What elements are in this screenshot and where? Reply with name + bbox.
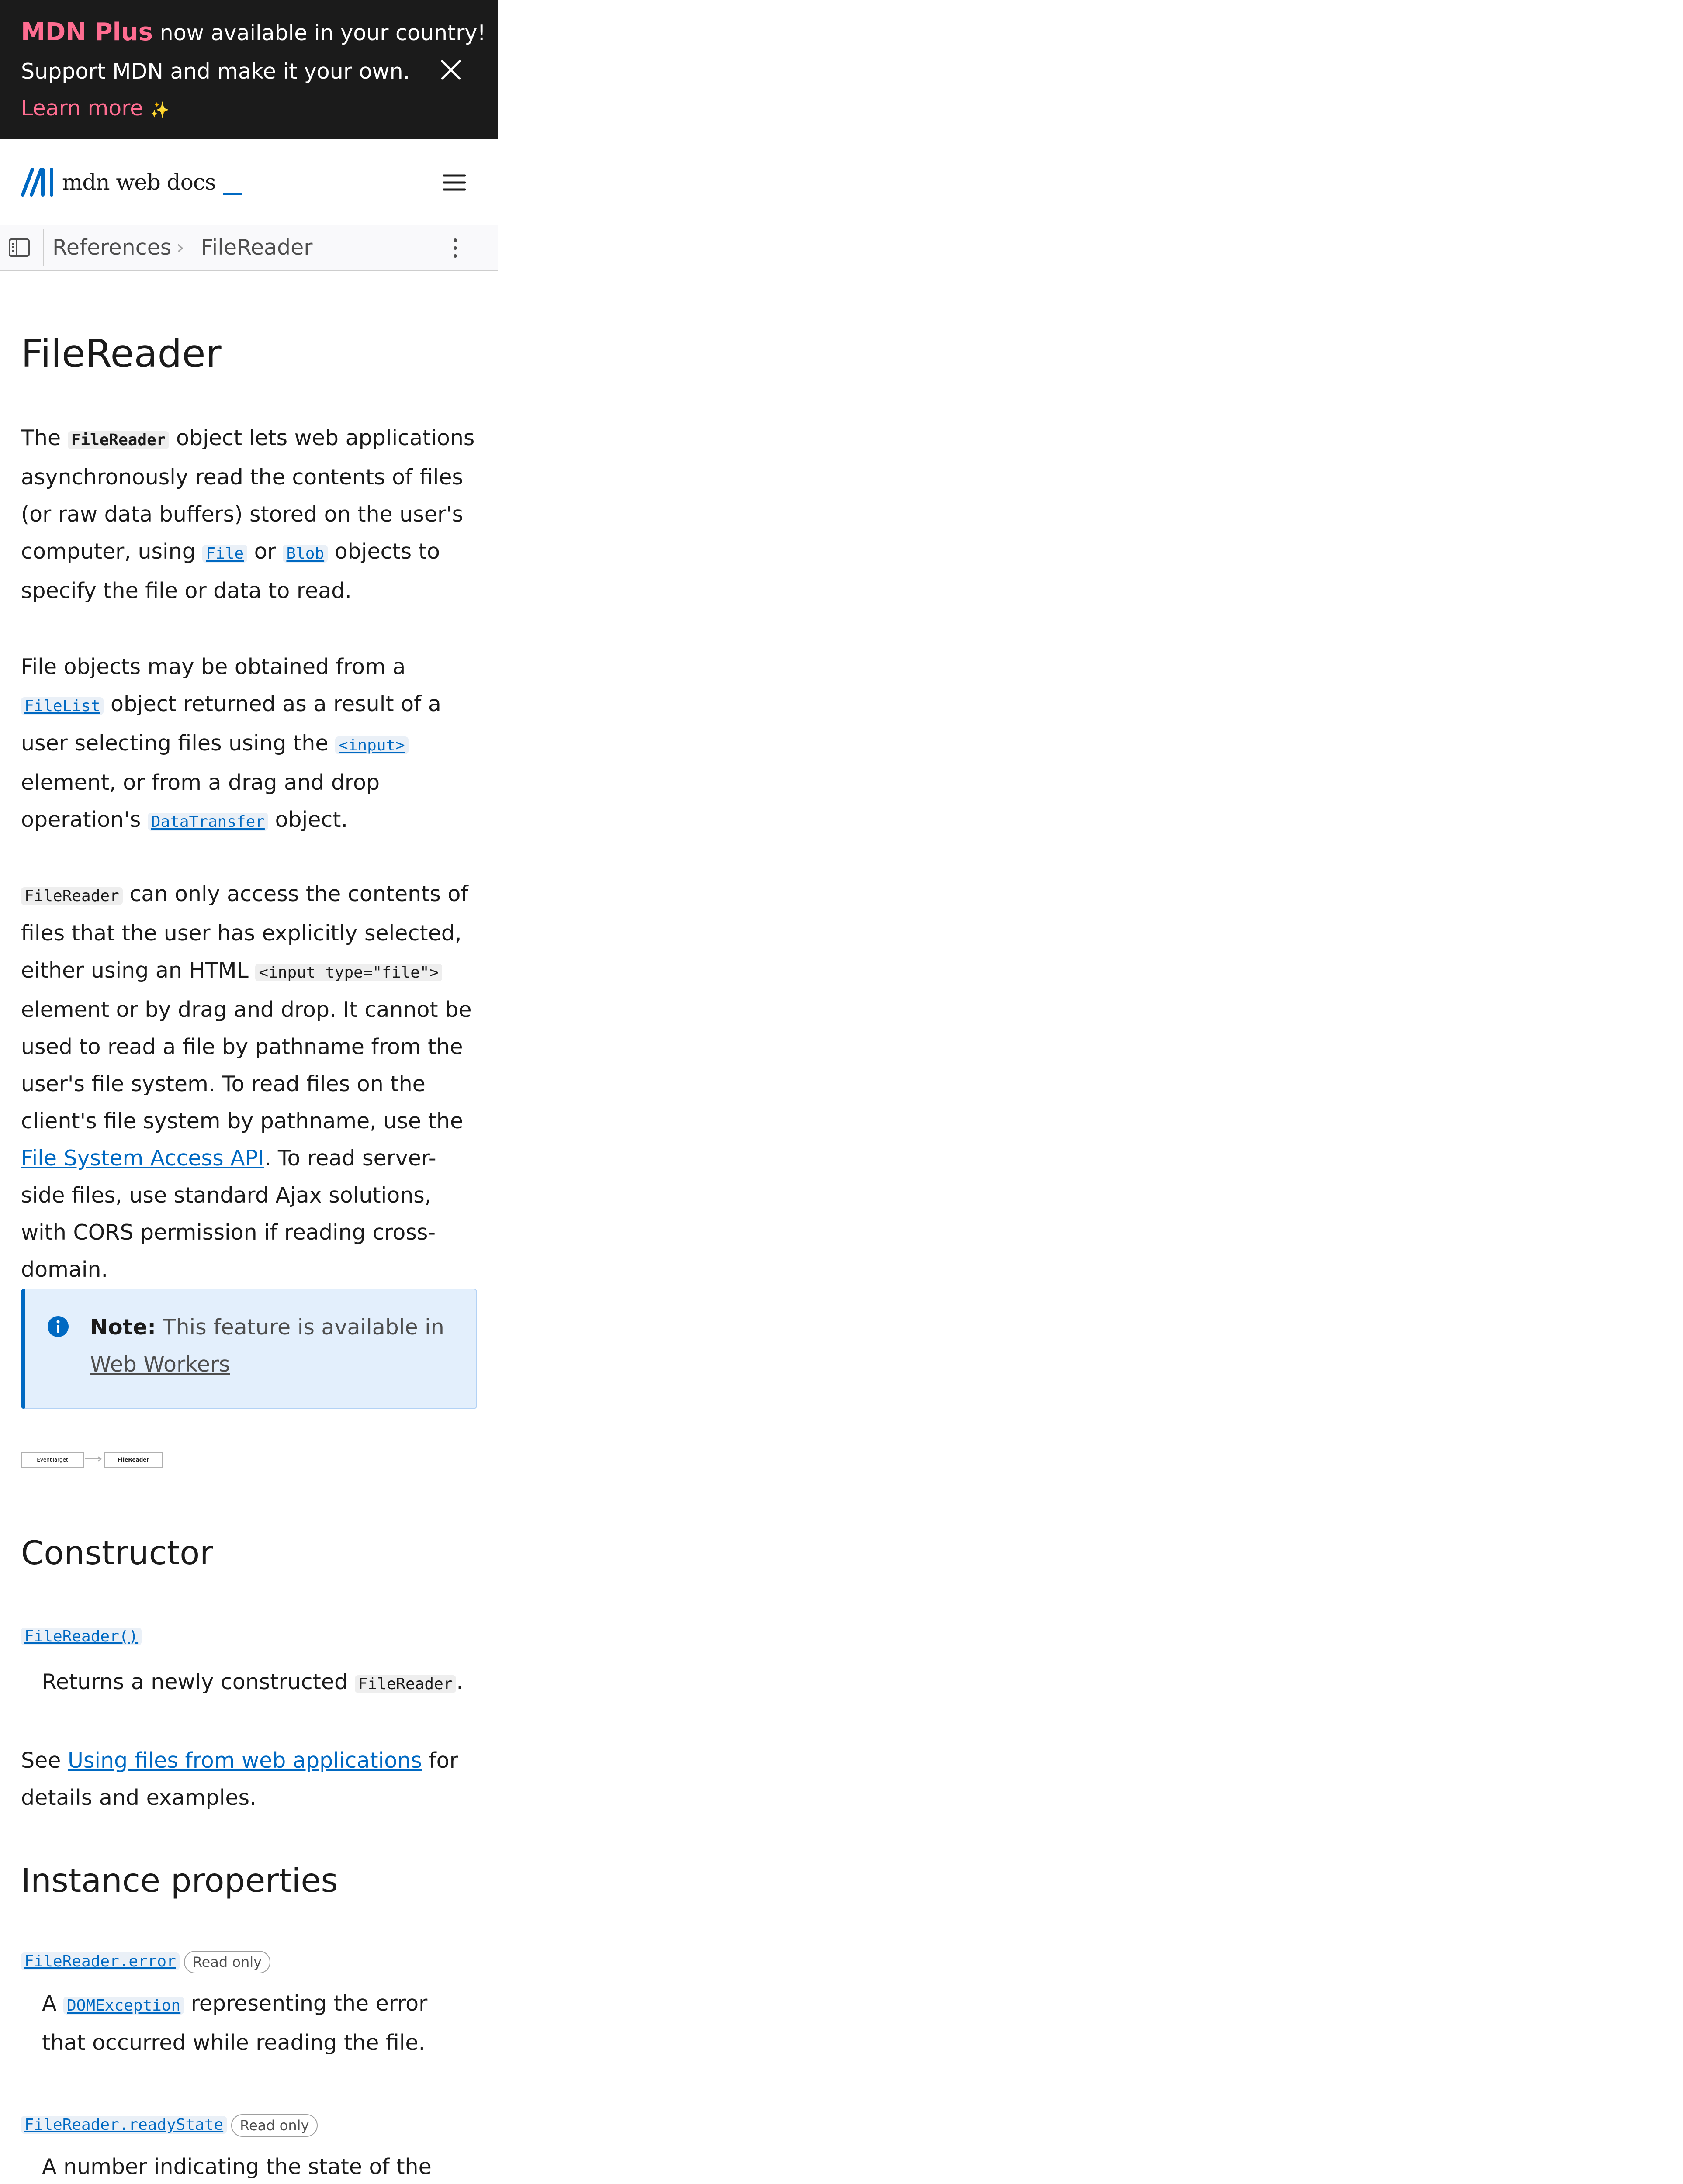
text: objects to specify the file or data to read. — [21, 539, 440, 603]
intro-paragraph — [21, 419, 477, 609]
datatransfer-link-code: DataTransfer — [148, 813, 268, 831]
info-icon — [46, 1315, 70, 1338]
banner-line-1-text: now available in your country! — [153, 21, 486, 45]
arrow-icon — [84, 1455, 104, 1462]
note-callout — [21, 1289, 477, 1409]
file-system-access-api-link[interactable]: File System Access API — [21, 1146, 264, 1171]
text: See — [21, 1748, 68, 1773]
input-element-link[interactable] — [335, 731, 409, 756]
text: object returned as a result of a user selecting files using the — [21, 691, 441, 756]
inline-code: FileReader — [68, 431, 170, 449]
file-link[interactable] — [202, 539, 247, 564]
constructor-code: FileReader() — [21, 1628, 142, 1645]
property-code: FileReader.readyState — [21, 2116, 227, 2134]
file-link-code: File — [202, 545, 247, 563]
text: File objects may be obtained from a — [21, 654, 406, 679]
sidebar-toggle-icon[interactable] — [9, 238, 30, 257]
constructor-term — [21, 1621, 142, 1652]
instance-properties-heading: Instance properties — [21, 1861, 338, 1900]
logo-wordmark: mdn web docs — [62, 169, 216, 195]
inline-code: <input type="file"> — [255, 964, 442, 981]
inheritance-diagram — [21, 1449, 165, 1470]
chevron-right-icon: › — [177, 236, 184, 259]
text: A number indicating the state of the — [42, 2154, 432, 2179]
breadcrumb-references[interactable]: References — [52, 235, 172, 260]
breadcrumb-bar — [0, 225, 498, 271]
text: object lets web applications asynchronously read the contents of files (or raw data buffers) stored on the user's computer, using — [21, 425, 475, 564]
read-only-badge: Read only — [184, 1951, 270, 1973]
diagram-eventtarget[interactable]: EventTarget — [21, 1452, 84, 1468]
access-paragraph — [21, 875, 477, 1288]
text: This feature is available in — [156, 1315, 444, 1340]
learn-more-label: Learn more — [21, 96, 143, 121]
readystate-property-term — [21, 2110, 318, 2140]
text: object. — [268, 807, 348, 832]
text: representing the error that occurred while reading the file. — [42, 1991, 428, 2055]
close-icon[interactable] — [437, 56, 465, 84]
text: element, or from a drag and drop operation's — [21, 770, 380, 832]
text: can only access the contents of files that the user has explicitly selected, either using an HTML — [21, 881, 468, 983]
mdn-logo-icon — [21, 167, 54, 197]
note-label: Note: — [90, 1315, 156, 1340]
web-workers-link[interactable]: Web Workers — [90, 1352, 230, 1377]
error-property-term — [21, 1946, 270, 1977]
text: . — [456, 1669, 463, 1694]
text: for details and examples. — [21, 1748, 458, 1810]
sparkle-icon: ✨ — [150, 101, 170, 119]
read-only-badge: Read only — [231, 2114, 318, 2137]
readystate-property-description — [42, 2148, 477, 2184]
domexception-link[interactable] — [63, 1991, 184, 2016]
learn-more-link[interactable] — [21, 89, 170, 130]
datatransfer-link[interactable] — [148, 807, 268, 832]
text: The — [21, 425, 68, 450]
using-files-link[interactable]: Using files from web applications — [67, 1748, 422, 1773]
site-header — [0, 139, 498, 225]
property-code: FileReader.error — [21, 1952, 180, 1970]
constructor-description — [42, 1663, 477, 1703]
filelist-link-code: FileList — [21, 697, 104, 715]
error-property-link[interactable] — [21, 1952, 180, 1970]
filereader-constructor-link[interactable] — [21, 1628, 142, 1645]
breadcrumb-filereader[interactable]: FileReader — [201, 235, 313, 260]
page-title: FileReader — [21, 331, 222, 376]
logo-cursor — [223, 193, 242, 195]
filelist-link[interactable] — [21, 691, 104, 716]
error-property-description — [42, 1985, 477, 2061]
diagram-filereader[interactable]: FileReader — [104, 1452, 163, 1468]
text: element or by drag and drop. It cannot be used to read a file by pathname from the user's file system. To read files on the client's file system by pathname, use the — [21, 997, 472, 1133]
banner-line-2: Support MDN and make it your own. — [21, 59, 410, 84]
inline-code: FileReader — [355, 1675, 457, 1693]
banner-line-1 — [21, 13, 486, 52]
hamburger-menu-icon[interactable] — [443, 174, 466, 191]
promo-banner — [0, 0, 498, 139]
note-text — [90, 1309, 466, 1383]
readystate-property-link[interactable] — [21, 2116, 227, 2134]
filelist-paragraph — [21, 648, 477, 840]
blob-link-code: Blob — [283, 545, 328, 563]
domexception-code: DOMException — [63, 1997, 184, 2015]
see-also-paragraph — [21, 1742, 477, 1816]
banner-brand: MDN Plus — [21, 18, 153, 46]
text: . To read server-side files, use standard Ajax solutions, with CORS permission if reading cross-domain. — [21, 1146, 436, 1282]
more-options-icon[interactable] — [453, 238, 458, 259]
inline-code: FileReader — [21, 887, 123, 905]
text: or — [247, 539, 283, 564]
mdn-logo[interactable] — [21, 167, 242, 197]
text: A — [42, 1991, 64, 2016]
blob-link[interactable] — [283, 539, 328, 564]
breadcrumb-divider — [43, 229, 44, 266]
mobile-viewport — [0, 0, 498, 2184]
input-link-code: <input> — [335, 736, 409, 754]
constructor-heading: Constructor — [21, 1534, 214, 1572]
text: Returns a newly constructed — [42, 1669, 355, 1694]
